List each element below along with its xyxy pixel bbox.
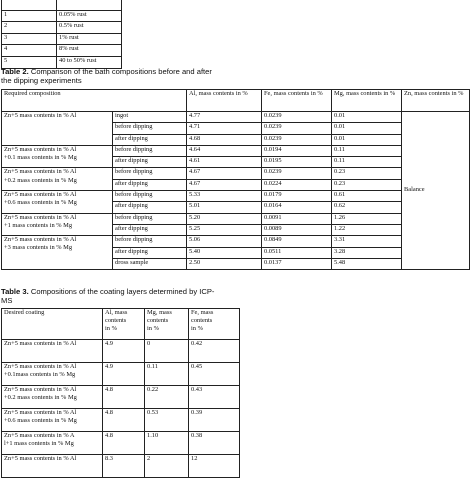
header-mg: Mg, mass contents in % [145,309,189,340]
al-cell: 4.71 [187,123,262,134]
stage-cell: after dipping [113,134,187,145]
header-desired-coating: Desired coating [2,309,103,340]
table-row [2,386,240,409]
al-cell: 5.40 [187,247,262,258]
fe-cell: 0.0239 [262,134,332,145]
al-cell: 5.33 [187,191,262,202]
table-2-caption: Table 2. Comparison of the bath compositions before and after the dipping experiments [1,67,212,85]
grade-cell: 2 [2,22,57,34]
coating-cell: Zn+5 mass contents in % Al +0.1mass contents in % Mg [2,363,103,386]
coating-cell: Zn+5 mass contents in % A l+1 mass contents in % Mg [2,432,103,455]
fe-cell: 0.45 [189,363,240,386]
table-row [2,432,240,455]
rust-cell: 40 to 50% rust [57,56,122,68]
table-row [2,236,470,247]
table-3-coating-compositions [1,308,240,478]
table-row [2,45,122,57]
mg-cell: 1.26 [332,213,402,224]
rust-cell: 1% rust [57,33,122,45]
rust-cell: 0.5% rust [57,22,122,34]
stage-cell: before dipping [113,236,187,247]
header-zn: Zn, mass contents in % [402,90,470,112]
zn-balance-cell: Balance [402,112,470,270]
table-row [2,340,240,363]
stage-cell: before dipping [113,213,187,224]
composition-cell: Zn+5 mass contents in % Al +3 mass contents in % Mg [2,236,113,270]
table-1-rust-grades [1,0,122,69]
mg-cell: 1.22 [332,224,402,235]
coating-cell: Zn+5 mass contents in % Al [2,455,103,478]
mg-cell: 0.22 [145,386,189,409]
table-row [2,22,122,34]
al-cell: 8.3 [103,455,145,478]
al-cell: 2.50 [187,258,262,269]
stage-cell: after dipping [113,157,187,168]
fe-cell: 0.0137 [262,258,332,269]
coating-cell: Zn+5 mass contents in % Al +0.2 mass contents in % Mg [2,386,103,409]
composition-cell: Zn+5 mass contents in % Al +0.2 mass contents in % Mg [2,168,113,191]
al-cell: 4.9 [103,363,145,386]
mg-cell: 0.23 [332,179,402,190]
al-cell: 5.20 [187,213,262,224]
grade-cell: 5 [2,56,57,68]
composition-cell: Zn+5 mass contents in % Al +1 mass contents in % Mg [2,213,113,236]
header-required-composition: Required composition [2,90,187,112]
table-row [2,112,470,123]
fe-cell: 0.0179 [262,191,332,202]
grade-cell: 3 [2,33,57,45]
mg-cell: 0.01 [332,112,402,123]
stage-cell: after dipping [113,247,187,258]
stage-cell: after dipping [113,202,187,213]
fe-cell: 0.0511 [262,247,332,258]
fe-cell: 0.0239 [262,168,332,179]
al-cell: 4.67 [187,179,262,190]
grade-cell: 1 [2,10,57,22]
al-cell: 4.77 [187,112,262,123]
al-cell: 5.06 [187,236,262,247]
table-row [2,213,470,224]
al-cell: 4.8 [103,409,145,432]
fe-cell: 0.0224 [262,179,332,190]
rust-cell [57,0,122,10]
coating-cell: Zn+5 mass contents in % Al +0.6 mass contents in % Mg [2,409,103,432]
table-2-bath-compositions [1,89,470,270]
rust-cell: 8% rust [57,45,122,57]
composition-cell: Zn+5 mass contents in % Al +0.1 mass contents in % Mg [2,145,113,168]
table-row [2,455,240,478]
fe-cell: 0.0164 [262,202,332,213]
table-row [2,191,470,202]
al-cell: 5.01 [187,202,262,213]
fe-cell: 0.0194 [262,145,332,156]
stage-cell: before dipping [113,123,187,134]
composition-cell: Zn+5 mass contents in % Al [2,112,113,146]
table-3-caption: Table 3. Compositions of the coating layers determined by ICP- MS [1,287,215,305]
header-al: Al, mass contents in % [103,309,145,340]
fe-cell: 0.0239 [262,123,332,134]
mg-cell: 0.11 [145,363,189,386]
fe-cell: 0.38 [189,432,240,455]
fe-cell: 0.0091 [262,213,332,224]
table-row [2,409,240,432]
fe-cell: 0.39 [189,409,240,432]
table-row [2,0,122,10]
mg-cell: 0.62 [332,202,402,213]
table-row [2,145,470,156]
mg-cell: 0.61 [332,191,402,202]
al-cell: 4.68 [187,134,262,145]
al-cell: 4.8 [103,386,145,409]
stage-cell: before dipping [113,191,187,202]
mg-cell: 0.53 [145,409,189,432]
grade-cell [2,0,57,10]
table-row [2,168,470,179]
stage-cell: before dipping [113,145,187,156]
al-cell: 4.67 [187,168,262,179]
mg-cell: 5.48 [332,258,402,269]
fe-cell: 0.0089 [262,224,332,235]
header-mg: Mg, mass contents in % [332,90,402,112]
stage-cell: after dipping [113,224,187,235]
al-cell: 5.25 [187,224,262,235]
al-cell: 4.8 [103,432,145,455]
fe-cell: 0.43 [189,386,240,409]
grade-cell: 4 [2,45,57,57]
header-al: Al, mass contents in % [187,90,262,112]
header-fe: Fe, mass contents in % [262,90,332,112]
al-cell: 4.9 [103,340,145,363]
mg-cell: 0.23 [332,168,402,179]
fe-cell: 12 [189,455,240,478]
mg-cell: 1.10 [145,432,189,455]
rust-cell: 0.05% rust [57,10,122,22]
mg-cell: 0 [145,340,189,363]
mg-cell: 0.11 [332,145,402,156]
composition-cell: Zn+5 mass contents in % Al +0.6 mass contents in % Mg [2,191,113,214]
stage-cell: dross sample [113,258,187,269]
mg-cell: 0.11 [332,157,402,168]
table-row [2,10,122,22]
al-cell: 4.61 [187,157,262,168]
table-row [2,363,240,386]
fe-cell: 0.0239 [262,112,332,123]
coating-cell: Zn+5 mass contents in % Al [2,340,103,363]
al-cell: 4.64 [187,145,262,156]
fe-cell: 0.0849 [262,236,332,247]
mg-cell: 3.31 [332,236,402,247]
mg-cell: 0.01 [332,123,402,134]
table-row [2,33,122,45]
fe-cell: 0.42 [189,340,240,363]
mg-cell: 3.28 [332,247,402,258]
stage-cell: ingot [113,112,187,123]
mg-cell: 2 [145,455,189,478]
stage-cell: before dipping [113,168,187,179]
stage-cell: after dipping [113,179,187,190]
fe-cell: 0.0195 [262,157,332,168]
mg-cell: 0.01 [332,134,402,145]
header-fe: Fe, mass contents in % [189,309,240,340]
